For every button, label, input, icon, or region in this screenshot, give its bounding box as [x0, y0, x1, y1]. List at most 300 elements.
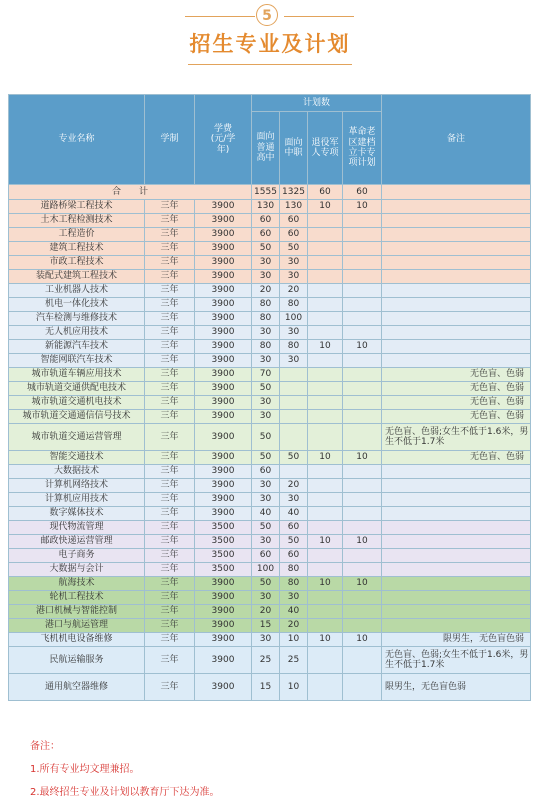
cell-plan-vocational: 20: [280, 619, 308, 633]
cell-note: [382, 312, 531, 326]
cell-plan-vocational: [280, 382, 308, 396]
total-veteran: 60: [308, 185, 343, 200]
cell-plan-veteran: [308, 298, 343, 312]
cell-fee: 3500: [195, 563, 252, 577]
cell-plan-veteran: [308, 549, 343, 563]
cell-duration: 三年: [145, 382, 195, 396]
total-label: 合 计: [9, 185, 252, 200]
total-vocational: 1325: [280, 185, 308, 200]
cell-plan-revolutionary: 10: [343, 633, 382, 647]
cell-major-name: 装配式建筑工程技术: [9, 270, 145, 284]
cell-note: 无色盲、色弱: [382, 382, 531, 396]
cell-plan-vocational: 60: [280, 214, 308, 228]
table-row: [9, 228, 531, 242]
title-underline: [188, 64, 352, 65]
cell-fee: 3500: [195, 549, 252, 563]
cell-note: 限男生，无色盲色弱: [382, 674, 531, 701]
cell-plan-vocational: 50: [280, 535, 308, 549]
cell-duration: 三年: [145, 605, 195, 619]
cell-note: [382, 549, 531, 563]
cell-duration: 三年: [145, 493, 195, 507]
table-row: [9, 410, 531, 424]
col-duration-header: 学制: [145, 95, 195, 185]
cell-major-name: 航海技术: [9, 577, 145, 591]
cell-note: [382, 256, 531, 270]
cell-plan-vocational: 25: [280, 647, 308, 674]
cell-plan-revolutionary: 10: [343, 535, 382, 549]
table-row: [9, 284, 531, 298]
cell-major-name: 机电一体化技术: [9, 298, 145, 312]
col-note-header: 备注: [382, 95, 531, 185]
cell-note: [382, 284, 531, 298]
cell-duration: 三年: [145, 507, 195, 521]
cell-fee: 3900: [195, 284, 252, 298]
cell-major-name: 飞机机电设备维修: [9, 633, 145, 647]
cell-note: [382, 298, 531, 312]
table-row: [9, 479, 531, 493]
cell-major-name: 市政工程技术: [9, 256, 145, 270]
cell-note: [382, 521, 531, 535]
cell-plan-vocational: 80: [280, 563, 308, 577]
cell-plan-veteran: [308, 242, 343, 256]
cell-duration: 三年: [145, 633, 195, 647]
cell-fee: 3900: [195, 326, 252, 340]
cell-duration: 三年: [145, 591, 195, 605]
cell-duration: 三年: [145, 214, 195, 228]
cell-note: [382, 214, 531, 228]
cell-plan-vocational: 50: [280, 242, 308, 256]
cell-major-name: 数字媒体技术: [9, 507, 145, 521]
total-row: [9, 185, 531, 200]
cell-duration: 三年: [145, 326, 195, 340]
col-major-header: 专业名称: [9, 95, 145, 185]
cell-plan-vocational: 10: [280, 633, 308, 647]
table-row: [9, 521, 531, 535]
cell-plan-veteran: [308, 521, 343, 535]
cell-fee: 3900: [195, 493, 252, 507]
table-row: [9, 647, 531, 674]
cell-plan-highschool: 20: [252, 284, 280, 298]
cell-plan-highschool: 50: [252, 424, 280, 451]
cell-plan-vocational: 30: [280, 326, 308, 340]
cell-note: [382, 535, 531, 549]
cell-plan-veteran: [308, 619, 343, 633]
cell-fee: 3500: [195, 521, 252, 535]
cell-plan-veteran: [308, 563, 343, 577]
cell-plan-veteran: [308, 410, 343, 424]
col-fee-header: 学费 (元/学 年): [195, 95, 252, 185]
cell-plan-veteran: [308, 479, 343, 493]
cell-plan-vocational: 40: [280, 605, 308, 619]
table-row: [9, 563, 531, 577]
cell-note: [382, 605, 531, 619]
cell-plan-vocational: [280, 368, 308, 382]
cell-note: 无色盲、色弱;女生不低于1.6米，男生不低于1.7米: [382, 424, 531, 451]
cell-fee: 3900: [195, 647, 252, 674]
table-row: [9, 200, 531, 214]
cell-plan-revolutionary: [343, 270, 382, 284]
cell-major-name: 大数据与会计: [9, 563, 145, 577]
cell-major-name: 城市轨道交通通信信号技术: [9, 410, 145, 424]
cell-plan-highschool: 80: [252, 340, 280, 354]
cell-note: [382, 326, 531, 340]
cell-major-name: 通用航空器维修: [9, 674, 145, 701]
cell-plan-revolutionary: 10: [343, 451, 382, 465]
cell-fee: 3900: [195, 312, 252, 326]
cell-plan-veteran: 10: [308, 340, 343, 354]
col-plan-vocational: 面向中职: [280, 112, 308, 185]
cell-plan-revolutionary: [343, 424, 382, 451]
cell-major-name: 港口机械与智能控制: [9, 605, 145, 619]
table-row: [9, 465, 531, 479]
table-row: [9, 633, 531, 647]
table-row: [9, 396, 531, 410]
cell-plan-highschool: 30: [252, 270, 280, 284]
table-row: [9, 577, 531, 591]
cell-note: [382, 228, 531, 242]
cell-duration: 三年: [145, 410, 195, 424]
cell-duration: 三年: [145, 270, 195, 284]
cell-plan-vocational: [280, 465, 308, 479]
cell-plan-highschool: 30: [252, 493, 280, 507]
cell-plan-veteran: [308, 312, 343, 326]
cell-plan-veteran: [308, 424, 343, 451]
cell-duration: 三年: [145, 368, 195, 382]
cell-plan-revolutionary: [343, 647, 382, 674]
cell-plan-highschool: 60: [252, 228, 280, 242]
cell-plan-highschool: 30: [252, 535, 280, 549]
col-plan-revolutionary: 革命老区建档立卡专项计划: [343, 112, 382, 185]
col-plan-veteran: 退役军人专项: [308, 112, 343, 185]
cell-plan-highschool: 20: [252, 605, 280, 619]
cell-plan-vocational: 30: [280, 591, 308, 605]
cell-plan-vocational: [280, 410, 308, 424]
cell-plan-highschool: 100: [252, 563, 280, 577]
cell-note: 无色盲、色弱: [382, 396, 531, 410]
cell-plan-revolutionary: [343, 619, 382, 633]
cell-fee: 3900: [195, 200, 252, 214]
cell-note: [382, 577, 531, 591]
cell-plan-highschool: 60: [252, 465, 280, 479]
cell-major-name: 现代物流管理: [9, 521, 145, 535]
cell-fee: 3900: [195, 424, 252, 451]
cell-plan-revolutionary: [343, 591, 382, 605]
cell-fee: 3900: [195, 270, 252, 284]
cell-duration: 三年: [145, 521, 195, 535]
cell-duration: 三年: [145, 549, 195, 563]
cell-fee: 3900: [195, 591, 252, 605]
cell-plan-highschool: 50: [252, 382, 280, 396]
cell-plan-highschool: 60: [252, 214, 280, 228]
cell-note: [382, 619, 531, 633]
table-row: [9, 256, 531, 270]
cell-duration: 三年: [145, 298, 195, 312]
cell-major-name: 轮机工程技术: [9, 591, 145, 605]
cell-duration: 三年: [145, 242, 195, 256]
table-row: [9, 312, 531, 326]
cell-plan-veteran: [308, 647, 343, 674]
cell-plan-vocational: 80: [280, 298, 308, 312]
cell-fee: 3900: [195, 298, 252, 312]
cell-duration: 三年: [145, 256, 195, 270]
total-revolutionary: 60: [343, 185, 382, 200]
cell-major-name: 汽车检测与维修技术: [9, 312, 145, 326]
cell-major-name: 工程造价: [9, 228, 145, 242]
cell-note: 无色盲、色弱: [382, 451, 531, 465]
cell-plan-veteran: [308, 465, 343, 479]
cell-major-name: 新能源汽车技术: [9, 340, 145, 354]
cell-major-name: 城市轨道交通供配电技术: [9, 382, 145, 396]
cell-plan-veteran: [308, 284, 343, 298]
cell-plan-veteran: [308, 507, 343, 521]
cell-plan-vocational: 30: [280, 256, 308, 270]
cell-plan-revolutionary: [343, 507, 382, 521]
cell-plan-highschool: 80: [252, 312, 280, 326]
cell-duration: 三年: [145, 424, 195, 451]
cell-plan-highschool: 50: [252, 521, 280, 535]
cell-plan-vocational: 100: [280, 312, 308, 326]
cell-duration: 三年: [145, 479, 195, 493]
cell-plan-revolutionary: [343, 382, 382, 396]
cell-plan-highschool: 50: [252, 242, 280, 256]
footnote-line-1: 1.所有专业均文理兼招。: [30, 764, 140, 775]
cell-plan-vocational: 80: [280, 340, 308, 354]
cell-major-name: 城市轨道交通机电技术: [9, 396, 145, 410]
cell-duration: 三年: [145, 619, 195, 633]
col-plan-highschool: 面向普通高中: [252, 112, 280, 185]
cell-duration: 三年: [145, 563, 195, 577]
table-row: [9, 340, 531, 354]
cell-plan-revolutionary: [343, 368, 382, 382]
cell-plan-highschool: 70: [252, 368, 280, 382]
cell-major-name: 无人机应用技术: [9, 326, 145, 340]
table-row: [9, 270, 531, 284]
cell-plan-highschool: 80: [252, 298, 280, 312]
cell-duration: 三年: [145, 396, 195, 410]
cell-fee: 3900: [195, 354, 252, 368]
cell-fee: 3900: [195, 465, 252, 479]
page-title: 招生专业及计划: [189, 32, 351, 56]
cell-plan-veteran: [308, 354, 343, 368]
cell-plan-highschool: 50: [252, 451, 280, 465]
cell-plan-vocational: 60: [280, 521, 308, 535]
cell-note: 无色盲、色弱;女生不低于1.6米，男生不低于1.7米: [382, 647, 531, 674]
cell-plan-vocational: [280, 396, 308, 410]
table-row: [9, 674, 531, 701]
footnote-line-2: 2.最终招生专业及计划以教育厅下达为准。: [30, 787, 220, 798]
cell-major-name: 智能交通技术: [9, 451, 145, 465]
cell-plan-veteran: [308, 605, 343, 619]
cell-duration: 三年: [145, 647, 195, 674]
cell-plan-highschool: 30: [252, 479, 280, 493]
table-row: [9, 242, 531, 256]
cell-plan-highschool: 30: [252, 633, 280, 647]
cell-plan-revolutionary: [343, 605, 382, 619]
cell-major-name: 城市轨道交通运营管理: [9, 424, 145, 451]
cell-plan-veteran: [308, 214, 343, 228]
cell-plan-highschool: 15: [252, 674, 280, 701]
cell-note: [382, 493, 531, 507]
cell-major-name: 工业机器人技术: [9, 284, 145, 298]
cell-fee: 3900: [195, 368, 252, 382]
cell-plan-revolutionary: 10: [343, 340, 382, 354]
cell-fee: 3900: [195, 507, 252, 521]
cell-plan-vocational: 130: [280, 200, 308, 214]
cell-plan-revolutionary: [343, 284, 382, 298]
cell-plan-revolutionary: [343, 410, 382, 424]
cell-plan-vocational: 20: [280, 284, 308, 298]
cell-plan-revolutionary: 10: [343, 577, 382, 591]
table-row: [9, 326, 531, 340]
cell-note: 无色盲、色弱: [382, 368, 531, 382]
cell-fee: 3900: [195, 619, 252, 633]
cell-fee: 3900: [195, 396, 252, 410]
cell-plan-highschool: 40: [252, 507, 280, 521]
cell-major-name: 大数据技术: [9, 465, 145, 479]
cell-major-name: 土木工程检测技术: [9, 214, 145, 228]
cell-duration: 三年: [145, 284, 195, 298]
table-row: [9, 535, 531, 549]
cell-plan-vocational: 80: [280, 577, 308, 591]
table-row: [9, 591, 531, 605]
cell-major-name: 民航运输服务: [9, 647, 145, 674]
cell-note: [382, 354, 531, 368]
cell-plan-highschool: 30: [252, 396, 280, 410]
cell-note: [382, 479, 531, 493]
cell-duration: 三年: [145, 228, 195, 242]
cell-plan-veteran: [308, 368, 343, 382]
section-number-badge: 5: [256, 4, 278, 26]
cell-note: [382, 242, 531, 256]
cell-note: [382, 563, 531, 577]
cell-fee: 3900: [195, 214, 252, 228]
cell-plan-veteran: 10: [308, 200, 343, 214]
cell-note: 无色盲、色弱: [382, 410, 531, 424]
cell-plan-veteran: [308, 493, 343, 507]
cell-major-name: 道路桥梁工程技术: [9, 200, 145, 214]
cell-plan-vocational: 60: [280, 228, 308, 242]
cell-duration: 三年: [145, 451, 195, 465]
cell-plan-vocational: 20: [280, 479, 308, 493]
cell-plan-vocational: 30: [280, 354, 308, 368]
cell-plan-revolutionary: 10: [343, 200, 382, 214]
cell-plan-revolutionary: [343, 312, 382, 326]
cell-plan-highschool: 15: [252, 619, 280, 633]
cell-plan-highschool: 30: [252, 591, 280, 605]
cell-duration: 三年: [145, 535, 195, 549]
table-row: [9, 382, 531, 396]
cell-fee: 3900: [195, 633, 252, 647]
cell-plan-vocational: 30: [280, 493, 308, 507]
table-row: [9, 493, 531, 507]
table-row: [9, 298, 531, 312]
cell-plan-revolutionary: [343, 396, 382, 410]
cell-plan-highschool: 60: [252, 549, 280, 563]
cell-plan-veteran: 10: [308, 535, 343, 549]
table-row: [9, 354, 531, 368]
cell-major-name: 邮政快递运营管理: [9, 535, 145, 549]
cell-plan-revolutionary: [343, 256, 382, 270]
cell-plan-vocational: [280, 424, 308, 451]
table-row: [9, 549, 531, 563]
col-plan-header: 计划数: [252, 95, 382, 112]
cell-duration: 三年: [145, 674, 195, 701]
cell-duration: 三年: [145, 340, 195, 354]
cell-plan-veteran: 10: [308, 451, 343, 465]
cell-plan-vocational: 50: [280, 451, 308, 465]
cell-fee: 3900: [195, 242, 252, 256]
cell-note: 限男生，无色盲色弱: [382, 633, 531, 647]
footnote: [30, 737, 220, 806]
table-row: [9, 507, 531, 521]
cell-plan-veteran: [308, 382, 343, 396]
cell-plan-highschool: 30: [252, 354, 280, 368]
cell-fee: 3900: [195, 577, 252, 591]
cell-fee: 3500: [195, 535, 252, 549]
cell-plan-revolutionary: [343, 521, 382, 535]
table-row: [9, 424, 531, 451]
cell-plan-veteran: [308, 228, 343, 242]
cell-plan-veteran: [308, 256, 343, 270]
total-note: [382, 185, 531, 200]
cell-plan-veteran: [308, 326, 343, 340]
cell-fee: 3900: [195, 674, 252, 701]
cell-note: [382, 270, 531, 284]
table-row: [9, 619, 531, 633]
header-divider-left: [185, 16, 255, 17]
cell-fee: 3900: [195, 410, 252, 424]
cell-duration: 三年: [145, 354, 195, 368]
cell-fee: 3900: [195, 256, 252, 270]
cell-plan-revolutionary: [343, 563, 382, 577]
cell-plan-vocational: 30: [280, 270, 308, 284]
table-row: [9, 451, 531, 465]
cell-plan-veteran: [308, 591, 343, 605]
cell-fee: 3900: [195, 340, 252, 354]
cell-duration: 三年: [145, 312, 195, 326]
cell-fee: 3900: [195, 228, 252, 242]
table-row: [9, 214, 531, 228]
total-highschool: 1555: [252, 185, 280, 200]
cell-plan-highschool: 30: [252, 256, 280, 270]
cell-plan-veteran: [308, 396, 343, 410]
cell-plan-revolutionary: [343, 298, 382, 312]
cell-major-name: 港口与航运管理: [9, 619, 145, 633]
cell-major-name: 电子商务: [9, 549, 145, 563]
cell-note: [382, 465, 531, 479]
cell-fee: 3900: [195, 479, 252, 493]
cell-plan-revolutionary: [343, 214, 382, 228]
cell-duration: 三年: [145, 465, 195, 479]
cell-fee: 3900: [195, 451, 252, 465]
cell-plan-veteran: [308, 270, 343, 284]
section-header: [0, 0, 540, 70]
cell-plan-highschool: 30: [252, 326, 280, 340]
cell-major-name: 城市轨道车辆应用技术: [9, 368, 145, 382]
cell-duration: 三年: [145, 200, 195, 214]
cell-fee: 3900: [195, 605, 252, 619]
cell-plan-highschool: 130: [252, 200, 280, 214]
cell-major-name: 计算机应用技术: [9, 493, 145, 507]
cell-major-name: 智能网联汽车技术: [9, 354, 145, 368]
cell-note: [382, 507, 531, 521]
table-row: [9, 368, 531, 382]
footnote-label: 备注：: [30, 741, 60, 752]
cell-major-name: 计算机网络技术: [9, 479, 145, 493]
cell-duration: 三年: [145, 577, 195, 591]
cell-note: [382, 340, 531, 354]
cell-plan-veteran: 10: [308, 633, 343, 647]
